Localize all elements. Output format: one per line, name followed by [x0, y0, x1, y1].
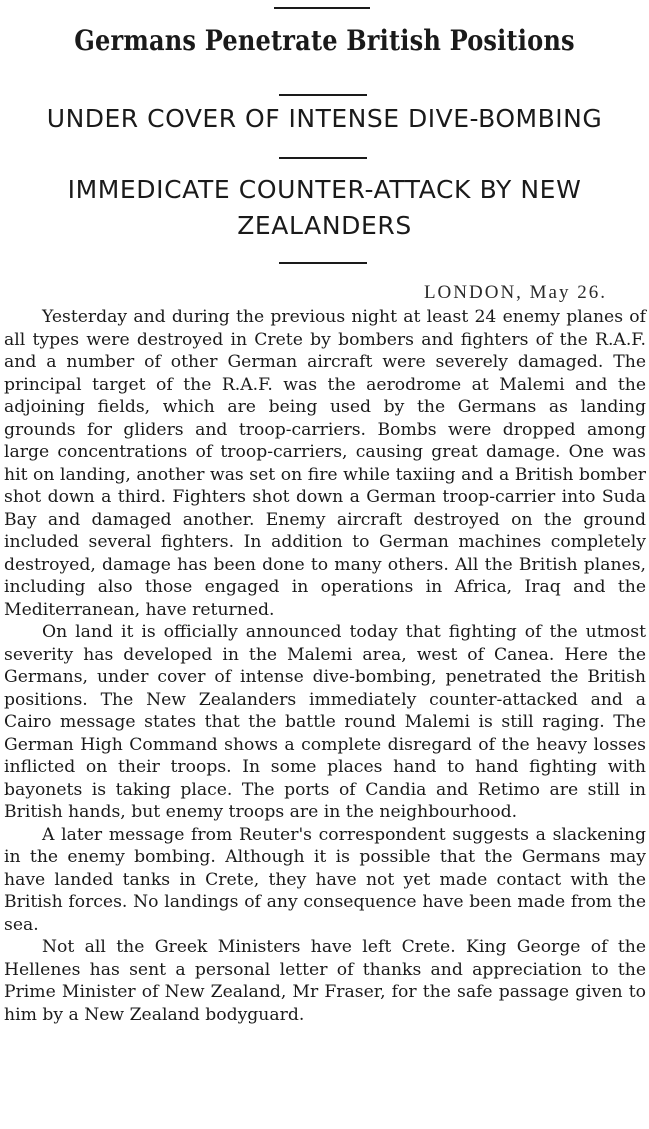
headline: Germans Penetrate British Positions — [74, 24, 575, 57]
article-paragraph: A later message from Reuter's correspondent suggests a slackening in the enemy bombing. Although it is possible that the Germans may have landed tanks in Crete, they have not yet made contact with the British forces. No landings of any consequence have been made from the sea. — [4, 824, 646, 935]
article-body — [4, 306, 646, 1026]
article-paragraph: Not all the Greek Ministers have left Crete. King George of the Hellenes has sent a personal letter of thanks and appreciation to the Prime Minister of New Zealand, Mr Fraser, for the safe passage given to him by a New Zealand bodyguard. — [4, 937, 646, 1025]
headline-divider — [279, 94, 367, 96]
article-paragraph: On land it is officially announced today that fighting of the utmost severity has developed in the Malemi area, west of Canea. Here the Germans, under cover of intense dive-bombing, penetrated the British positions. The New Zealanders immediately counter-attacked and a Cairo message states that the battle round Malemi is still raging. The German High Command shows a complete disregard of the heavy losses inflicted on their troops. In some places hand to hand fighting with bayonets is taking place. The ports of Candia and Retimo are still in British hands, but enemy troops are in the neighbourhood. — [4, 622, 646, 822]
dateline: LONDON, May 26. — [423, 282, 607, 303]
article-paragraph: Yesterday and during the previous night at least 24 enemy planes of all types were destroyed in Crete by bombers and fighters of the R.A.F. and a number of other German aircraft were severely damaged. The principal target of the R.A.F. was the aerodrome at Malemi and the adjoining fields, which are being used by the Germans as landing grounds for gliders and troop-carriers. Bombs were dropped among large concentrations of troop-carriers, causing great damage. One was hit on landing, another was set on fire while taxiing and a British bomber shot down a third. Fighters shot down a German troop-carrier into Suda Bay and damaged another. Enemy aircraft destroyed on the ground included several fighters. In addition to German machines completely destroyed, damage has been done to many others. All the British planes, including also those engaged in operations in Africa, Iraq and the Mediterranean, have returned. — [4, 307, 646, 620]
subheadline-divider — [279, 157, 367, 159]
body-divider — [279, 262, 367, 264]
top-divider — [274, 7, 370, 9]
subheadline-primary: UNDER COVER OF INTENSE DIVE-BOMBING — [46, 104, 603, 133]
subheadline-secondary: IMMEDICATE COUNTER-ATTACK BY NEW ZEALANDERS — [67, 175, 582, 240]
